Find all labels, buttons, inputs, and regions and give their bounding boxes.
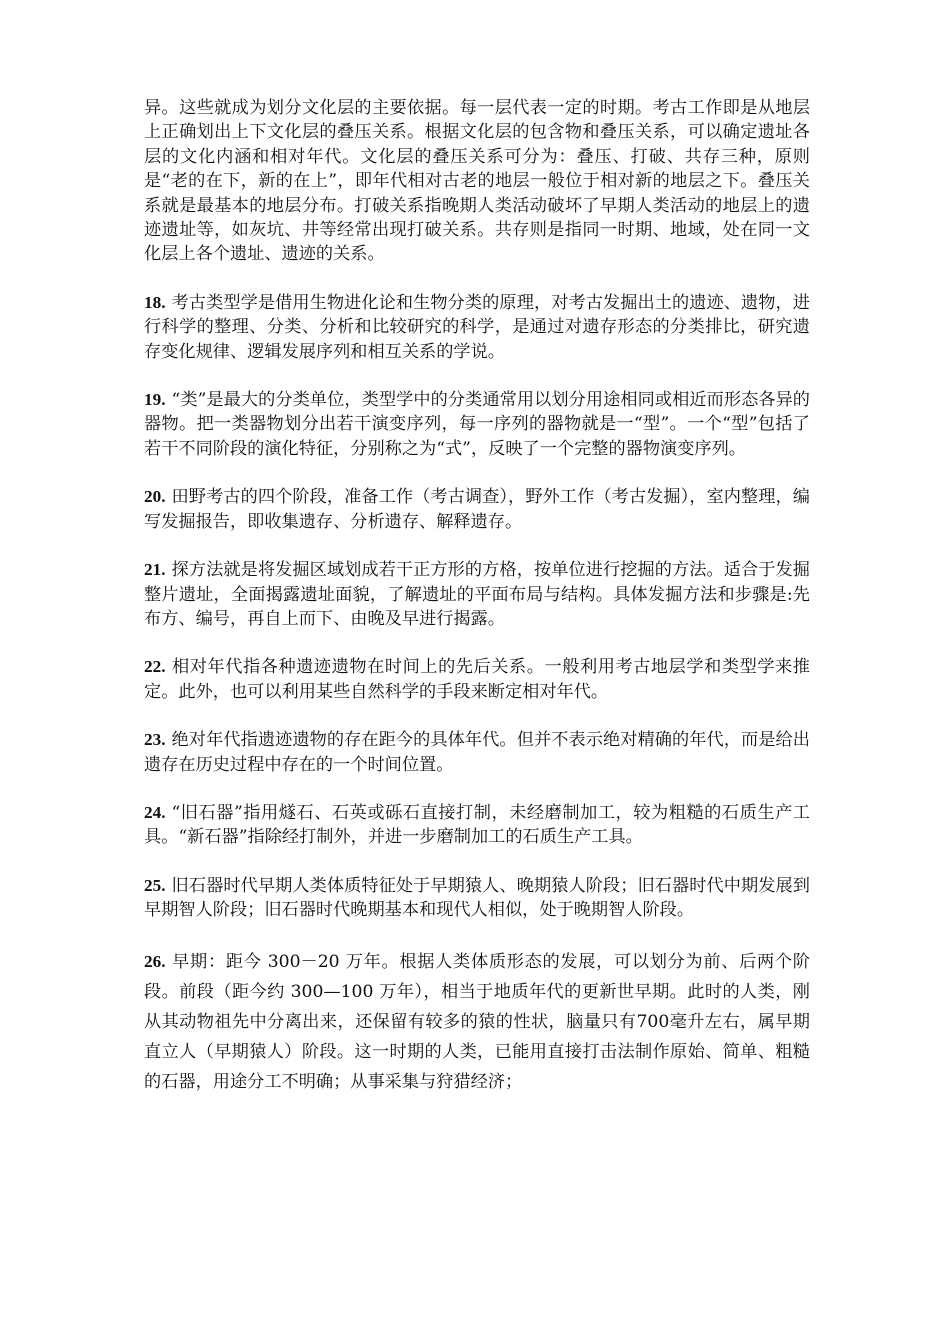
paragraph-gap	[144, 534, 810, 558]
paragraph-gap	[144, 923, 810, 947]
paragraph-continuation	[144, 96, 810, 267]
paragraph-20	[144, 485, 810, 534]
paragraph-21	[144, 558, 810, 631]
paragraph-text: 异。这些就成为划分文化层的主要依据。每一层代表一定的时期。考古工作即是从地层上正确划出上下文化层的叠压关系。根据文化层的包含物和叠压关系，可以确定遗址各层的文化内涵和相对年代。文化层的叠压关系可分为：叠压、打破、共存三种，原则是“老的在下，新的在上”，即年代相对古老的地层一般位于相对新的地层之下。叠压关系就是最基本的地层分布。打破关系指晚期人类活动破坏了早期人类活动的地层上的遗迹遗址等，如灰坑、井等经常出现打破关系。共存则是指同一时期、地域，处在同一文化层上各个遗址、遗迹的关系。	[144, 98, 810, 265]
paragraph-gap	[144, 461, 810, 485]
paragraph-text: 早期：距今 300－20 万年。根据人类体质形态的发展，可以划分为前、后两个阶段。前段（距今约 300—100 万年），相当于地质年代的更新世早期。此时的人类，刚从其动物祖先中分离出来，还保留有较多的猿的性状，脑量只有700毫升左右，属早期直立人（早期猿人）阶段。这一时期的人类，已能用直接打击法制作原始、简单、粗糙的石器，用途分工不明确；从事采集与狩猎经济；	[144, 951, 810, 1092]
paragraph-gap	[144, 704, 810, 728]
paragraph-number: 25.	[144, 875, 166, 895]
paragraph-19	[144, 388, 810, 461]
paragraph-text: 绝对年代指遗迹遗物的存在距今的具体年代。但并不表示绝对精确的年代，而是给出遗存在历史过程中存在的一个时间位置。	[144, 730, 810, 775]
paragraph-text: “类”是最大的分类单位，类型学中的分类通常用以划分用途相同或相近而形态各异的器物。把一类器物划分出若干演变序列，每一序列的器物就是一“型”。一个“型”包括了若干不同阶段的演化特征，分别称之为“式”，反映了一个完整的器物演变序列。	[144, 390, 810, 459]
paragraph-22	[144, 655, 810, 704]
paragraph-26	[144, 947, 810, 1097]
paragraph-text: 考古类型学是借用生物进化论和生物分类的原理，对考古发掘出土的遗迹、遗物，进行科学的整理、分类、分析和比较研究的科学，是通过对遗存形态的分类排比，研究遗存变化规律、逻辑发展序列和相互关系的学说。	[144, 292, 810, 362]
paragraph-25	[144, 874, 810, 923]
paragraph-number: 22.	[144, 657, 166, 677]
paragraph-number: 20.	[144, 487, 166, 507]
paragraph-gap	[144, 631, 810, 655]
paragraph-24	[144, 801, 810, 850]
paragraph-18	[144, 291, 810, 364]
paragraph-text: 旧石器时代早期人类体质特征处于早期猿人、晚期猿人阶段；旧石器时代中期发展到早期智人阶段；旧石器时代晚期基本和现代人相似，处于晚期智人阶段。	[144, 875, 810, 921]
paragraph-number: 19.	[144, 390, 166, 410]
paragraph-text: “旧石器”指用燧石、石英或砾石直接打制，未经磨制加工，较为粗糙的石质生产工具。“新石器”指除经打制外，并进一步磨制加工的石质生产工具。	[144, 802, 810, 848]
paragraph-number: 26.	[144, 951, 166, 971]
paragraph-text: 田野考古的四个阶段，准备工作（考古调查），野外工作（考古发掘），室内整理，编写发掘报告，即收集遗存、分析遗存、解释遗存。	[144, 487, 810, 532]
paragraph-gap	[144, 364, 810, 388]
paragraph-23	[144, 728, 810, 777]
paragraph-number: 18.	[144, 292, 166, 312]
paragraph-gap	[144, 850, 810, 874]
paragraph-number: 23.	[144, 730, 166, 750]
document-page	[144, 96, 810, 1097]
paragraph-text: 相对年代指各种遗迹遗物在时间上的先后关系。一般利用考古地层学和类型学来推定。此外，也可以利用某些自然科学的手段来断定相对年代。	[144, 657, 810, 702]
paragraph-text: 探方法就是将发掘区域划成若干正方形的方格，按单位进行挖掘的方法。适合于发掘整片遗址，全面揭露遗址面貌，了解遗址的平面布局与结构。具体发掘方法和步骤是:先布方、编号，再自上而下、由晚及早进行揭露。	[144, 560, 810, 629]
paragraph-number: 21.	[144, 560, 166, 580]
paragraph-gap	[144, 267, 810, 291]
paragraph-number: 24.	[144, 802, 166, 822]
paragraph-gap	[144, 777, 810, 801]
